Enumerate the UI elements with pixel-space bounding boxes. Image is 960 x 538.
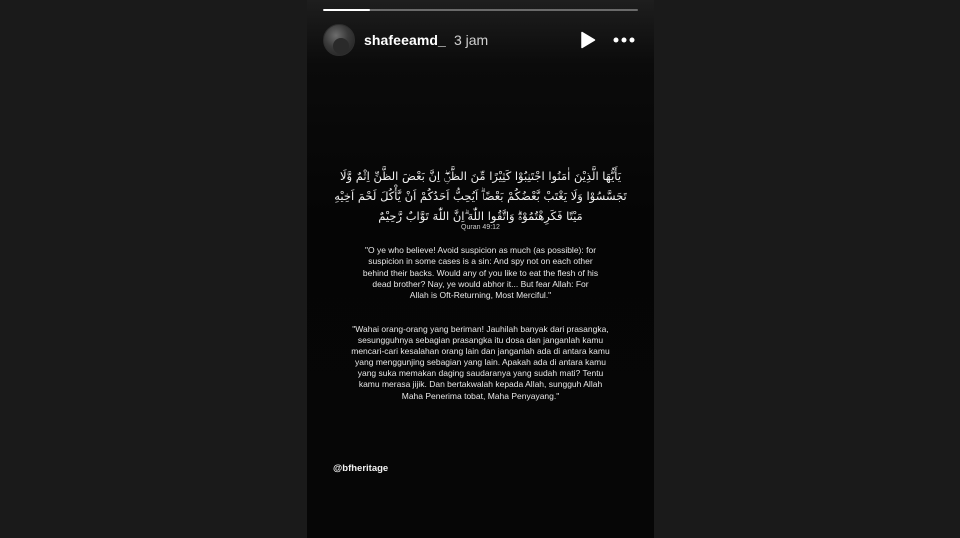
english-translation: "O ye who believe! Avoid suspicion as much (as possible): for suspicion in some cases is a sin: And spy not on each other behind their backs. Would any of you like to eat the flesh of his dead brother? Nay, ye would abhor it... But fear Allah: For Allah is Oft-Returning, Most Merciful.": [362, 245, 599, 301]
verse-reference: Quran 49:12: [461, 224, 500, 231]
play-icon: [580, 31, 596, 49]
more-options-button[interactable]: [610, 28, 638, 52]
avatar[interactable]: [323, 24, 355, 56]
play-button[interactable]: [576, 28, 600, 52]
post-time: 3 jam: [453, 32, 489, 48]
username-link[interactable]: shafeeamd_: [364, 32, 446, 48]
story-progress-bar: [323, 9, 638, 11]
more-horizontal-icon: [613, 37, 635, 43]
story-card[interactable]: [307, 0, 654, 538]
arabic-verse: يَأَيُّهَا الَّذِيْنَ اٰمَنُوا اجْتَنِبُوْا كَثِيْرًا مِّنَ الظَّنِّۖ اِنَّ بَعْضَ الظَّنِّ اِثْمٌ وَّلَا تَجَسَّسُوْا وَلَا يَغْتَبْ بَّعْضُكُمْ بَعْضًاۗ اَيُحِبُّ اَحَدُكُمْ اَنْ يَّأْكُلَ لَحْمَ اَخِيْهِ مَيْتًا فَكَرِهْتُمُوْهُۗ وَاتَّقُوا اللّٰهَ ۗاِنَّ اللّٰهَ تَوَّابٌ رَّحِيْمٌ: [334, 169, 627, 223]
story-progress-fill: [323, 9, 370, 11]
indonesian-translation: "Wahai orang-orang yang beriman! Jauhilah banyak dari prasangka, sesungguhnya sebagian prasangka itu dosa dan janganlah kamu mencari-cari kesalahan orang lain dan janganlah ada di antara kamu yang menggunjing sebagian yang lain. Apakah ada di antara kamu yang suka memakan daging saudaranya yang sudah mati? Tentu kamu merasa jijik. Dan bertakwalah kepada Allah, sungguh Allah Maha Penerima tobat, Maha Penyayang.": [351, 324, 610, 401]
mention-handle[interactable]: @bfheritage: [333, 463, 389, 474]
story-header: [323, 23, 638, 57]
